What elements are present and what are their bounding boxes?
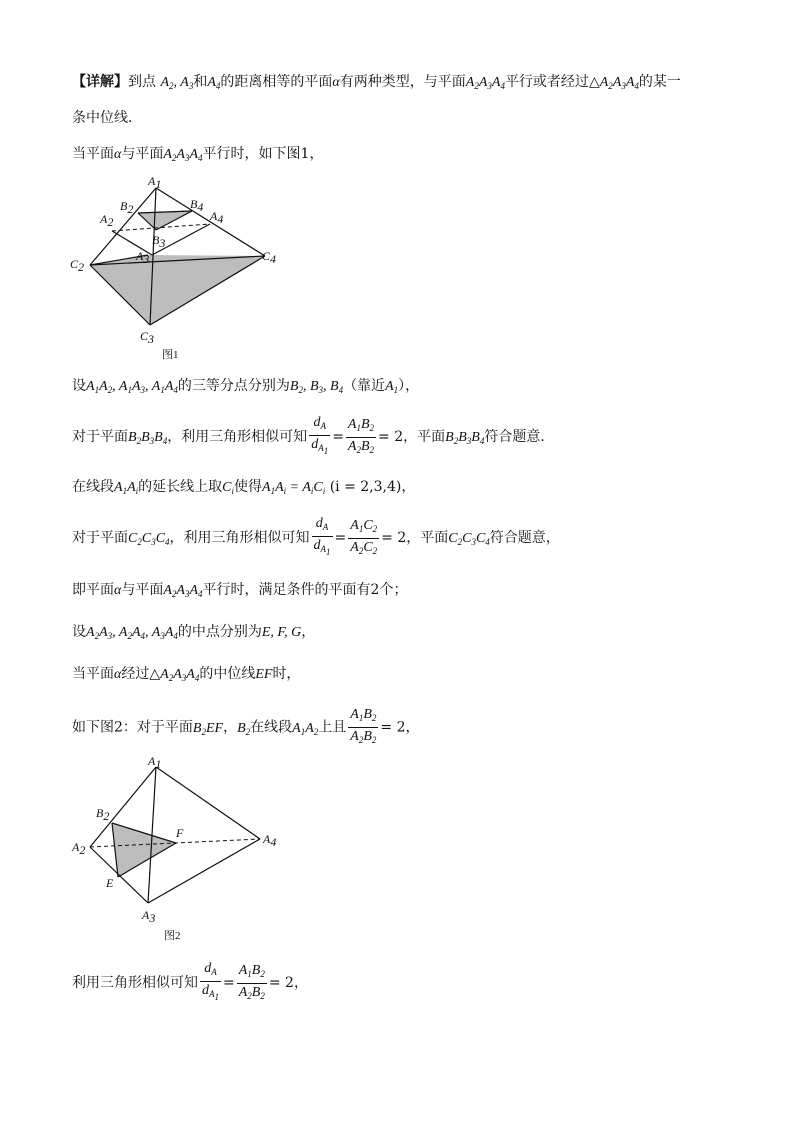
label-a4: A4 [263,832,277,849]
text-line-3: 当平面α与平面$A_2A_3A_4$平行时，如下图1， [72,146,324,163]
label-a2: A2 [100,212,114,229]
figure-2 [60,755,300,950]
text-line-11: 如下图2：对于平面$B_2EF$，$B_2$在线段$A_1A_2$上且 $\frac{A_1B_2}{A_2B_2}$ = 2， [72,707,420,745]
label-a3: A3 [136,249,150,266]
label-a3: A3 [142,908,156,925]
label-f: F [176,826,184,840]
text-line-1: 【详解】到点 $A_2$, $A_3$和$A_4$的距离相等的平面α有两种类型，与平面$A_2A_3A_4$平行或者经过$\triangle A_2A_3A_4$的某一 [72,74,681,91]
label-b2: B2 [120,199,134,216]
label-b4: B4 [190,197,204,214]
shaded-triangle-b2ef [112,823,176,877]
figure-2-caption: 图2 [164,930,181,942]
text-line-5: 对于平面$B_2B_3B_4$，利用三角形相似可知 $\frac{d_A}{d_{A_1}}$ = $\frac{A_1B_2}{A_2B_2}$ = 2，平面$B_2B_3B_4$符合题意． [72,415,555,456]
label-c3: C3 [140,329,155,346]
label-e: E [106,876,114,890]
text-line-4: 设$A_1A_2$, $A_1A_3$, $A_1A_4$的三等分点分别为$B_2$, $B_3$, $B_4$（靠近$A_1$）， [72,378,420,395]
text-line-6: 在线段$A_1A_i$的延长线上取$C_i$使得$A_1A_i = A_iC_i$ (i = 2,3,4)， [72,479,416,496]
label-a1: A1 [148,755,162,771]
label-b2: B2 [96,806,110,823]
label-a1: A1 [148,174,162,191]
label-a4: A4 [210,209,224,226]
label-c4: C4 [262,249,277,266]
text-line-2: 条中位线． [72,110,142,126]
text-line-8: 即平面α与平面$A_2A_3A_4$平行时，满足条件的平面有2个； [72,582,408,599]
label-b3: B3 [152,233,166,250]
shaded-triangle-c [90,255,265,325]
text-line-12: 利用三角形相似可知 $\frac{d_A}{d_{A_1}}$ = $\frac{A_1B_2}{A_2B_2}$ = 2， [72,961,308,1002]
figure-1-caption: 图1 [162,349,179,361]
text-line-9: 设$A_2A_3$, $A_2A_4$, $A_3A_4$的中点分别为E, F, G， [72,624,316,641]
figure-1 [60,170,300,370]
label-a2: A2 [72,840,86,857]
label-c2: C2 [70,257,85,274]
text-line-7: 对于平面$C_2C_3C_4$，利用三角形相似可知 $\frac{d_A}{d_{A_1}}$ = $\frac{A_1C_2}{A_2C_2}$ = 2，平面$C_2C_3C_4$符合题意， [72,516,560,557]
label-detail: 【详解】 [72,74,128,90]
text-line-10: 当平面α经过$\triangle A_2A_3A_4$的中位线EF时， [72,666,301,683]
